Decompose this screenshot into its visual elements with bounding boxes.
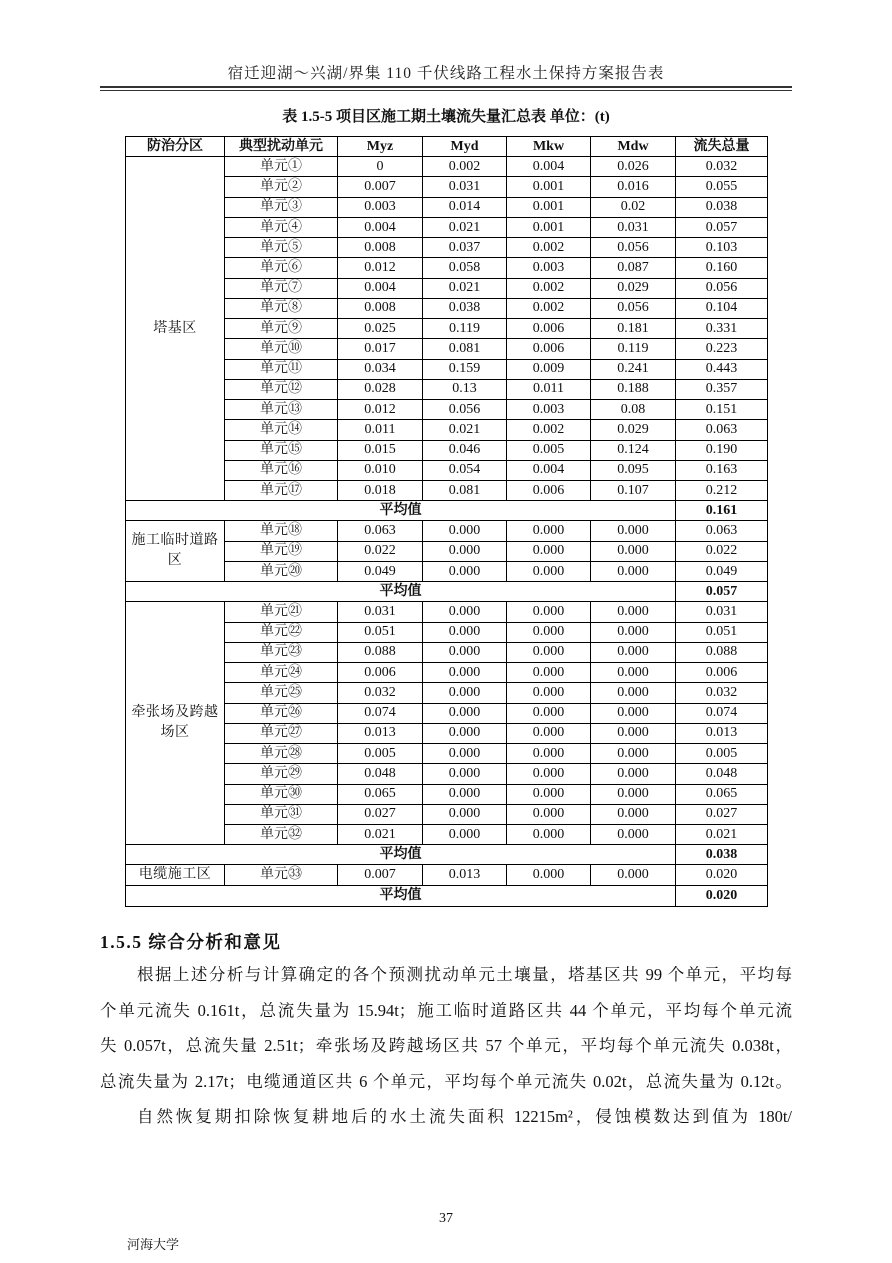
unit-cell: 单元㉑ (225, 602, 338, 622)
mkw-cell: 0.000 (507, 642, 591, 662)
unit-cell: 单元⑤ (225, 238, 338, 258)
myd-cell: 0.058 (423, 258, 507, 278)
total-cell: 0.063 (676, 420, 768, 440)
total-cell: 0.032 (676, 157, 768, 177)
header-mkw: Mkw (507, 137, 591, 157)
unit-cell: 单元㉘ (225, 744, 338, 764)
mdw-cell: 0.000 (591, 602, 676, 622)
unit-cell: 单元㉗ (225, 723, 338, 743)
myd-cell: 0.054 (423, 460, 507, 480)
myz-cell: 0.004 (338, 217, 423, 237)
table-row (126, 521, 768, 541)
mkw-cell: 0.003 (507, 400, 591, 420)
myd-cell: 0.000 (423, 521, 507, 541)
myz-cell: 0.027 (338, 804, 423, 824)
unit-cell: 单元㉛ (225, 804, 338, 824)
header-unit: 典型扰动单元 (225, 137, 338, 157)
unit-cell: 单元⑧ (225, 298, 338, 318)
paragraph-line: 失 0.057t，总流失量 2.51t；牵张场及跨越场区共 57 个单元，平均每个单元流失 0.038t， (100, 1036, 792, 1055)
myz-cell: 0.004 (338, 278, 423, 298)
myd-cell: 0.038 (423, 298, 507, 318)
mkw-cell: 0.009 (507, 359, 591, 379)
myd-cell: 0.000 (423, 744, 507, 764)
total-cell: 0.160 (676, 258, 768, 278)
unit-cell: 单元⑨ (225, 319, 338, 339)
mdw-cell: 0.000 (591, 541, 676, 561)
total-cell: 0.212 (676, 480, 768, 500)
myz-cell: 0.021 (338, 824, 423, 844)
table-row (126, 602, 768, 622)
myz-cell: 0 (338, 157, 423, 177)
total-cell: 0.056 (676, 278, 768, 298)
paragraph-line: 总流失量为 2.17t；电缆通道区共 6 个单元，平均每个单元流失 0.02t，总流失量为 0.12t。 (100, 1071, 792, 1091)
unit-cell: 单元㉚ (225, 784, 338, 804)
myz-cell: 0.005 (338, 744, 423, 764)
mdw-cell: 0.026 (591, 157, 676, 177)
total-cell: 0.163 (676, 460, 768, 480)
total-cell: 0.063 (676, 521, 768, 541)
myz-cell: 0.065 (338, 784, 423, 804)
myd-cell: 0.014 (423, 197, 507, 217)
myd-cell: 0.000 (423, 824, 507, 844)
myz-cell: 0.011 (338, 420, 423, 440)
total-cell: 0.057 (676, 217, 768, 237)
mkw-cell: 0.000 (507, 683, 591, 703)
mkw-cell: 0.000 (507, 663, 591, 683)
myz-cell: 0.031 (338, 602, 423, 622)
total-cell: 0.021 (676, 824, 768, 844)
myz-cell: 0.015 (338, 440, 423, 460)
mkw-cell: 0.011 (507, 379, 591, 399)
mkw-cell: 0.000 (507, 804, 591, 824)
unit-cell: 单元⑯ (225, 460, 338, 480)
total-cell: 0.065 (676, 784, 768, 804)
myd-cell: 0.000 (423, 683, 507, 703)
mkw-cell: 0.003 (507, 258, 591, 278)
myz-cell: 0.007 (338, 865, 423, 886)
unit-cell: 单元⑭ (225, 420, 338, 440)
unit-cell: 单元㉓ (225, 642, 338, 662)
total-cell: 0.048 (676, 764, 768, 784)
myd-cell: 0.021 (423, 278, 507, 298)
myd-cell: 0.021 (423, 420, 507, 440)
myd-cell: 0.031 (423, 177, 507, 197)
average-value-cell: 0.161 (676, 501, 768, 521)
myz-cell: 0.007 (338, 177, 423, 197)
page-number: 37 (439, 1211, 453, 1226)
mkw-cell: 0.004 (507, 460, 591, 480)
myd-cell: 0.000 (423, 602, 507, 622)
unit-cell: 单元⑪ (225, 359, 338, 379)
mkw-cell: 0.006 (507, 319, 591, 339)
myd-cell: 0.000 (423, 622, 507, 642)
myd-cell: 0.000 (423, 703, 507, 723)
myz-cell: 0.017 (338, 339, 423, 359)
zone-name-cell: 施工临时道路区 (126, 521, 225, 582)
unit-cell: 单元⑲ (225, 541, 338, 561)
total-cell: 0.031 (676, 602, 768, 622)
myz-cell: 0.028 (338, 379, 423, 399)
unit-cell: 单元㉜ (225, 824, 338, 844)
table-row (126, 865, 768, 886)
mdw-cell: 0.000 (591, 824, 676, 844)
mdw-cell: 0.119 (591, 339, 676, 359)
zone-name-cell: 电缆施工区 (126, 865, 225, 886)
paragraph-line: 个单元流失 0.161t，总流失量为 15.94t；施工临时道路区共 44 个单元，平均每个单元流 (100, 1000, 792, 1020)
myz-cell: 0.051 (338, 622, 423, 642)
unit-cell: 单元㉝ (225, 865, 338, 886)
unit-cell: 单元⑳ (225, 561, 338, 581)
myd-cell: 0.000 (423, 804, 507, 824)
unit-cell: 单元② (225, 177, 338, 197)
footer-organization: 河海大学 (127, 1237, 180, 1252)
myd-cell: 0.056 (423, 400, 507, 420)
header-myz: Myz (338, 137, 423, 157)
total-cell: 0.022 (676, 541, 768, 561)
mkw-cell: 0.000 (507, 723, 591, 743)
average-row (126, 886, 768, 906)
unit-cell: 单元⑥ (225, 258, 338, 278)
myd-cell: 0.159 (423, 359, 507, 379)
mdw-cell: 0.087 (591, 258, 676, 278)
header-zone: 防治分区 (126, 137, 225, 157)
section-heading: 1.5.5 综合分析和意见 (100, 932, 282, 952)
total-cell: 0.020 (676, 865, 768, 886)
total-cell: 0.074 (676, 703, 768, 723)
unit-cell: 单元㉖ (225, 703, 338, 723)
unit-cell: 单元⑮ (225, 440, 338, 460)
myz-cell: 0.048 (338, 764, 423, 784)
mkw-cell: 0.006 (507, 480, 591, 500)
mdw-cell: 0.000 (591, 865, 676, 886)
table-caption: 表 1.5-5 项目区施工期土壤流失量汇总表 单位：(t) (282, 109, 610, 125)
average-label-cell: 平均值 (126, 845, 676, 865)
header-rule-thin (100, 90, 792, 91)
mdw-cell: 0.000 (591, 521, 676, 541)
mkw-cell: 0.002 (507, 298, 591, 318)
mdw-cell: 0.000 (591, 723, 676, 743)
mdw-cell: 0.000 (591, 744, 676, 764)
average-row (126, 582, 768, 602)
zone-name-cell: 塔基区 (126, 157, 225, 501)
myd-cell: 0.000 (423, 764, 507, 784)
myd-cell: 0.046 (423, 440, 507, 460)
myd-cell: 0.021 (423, 217, 507, 237)
mdw-cell: 0.107 (591, 480, 676, 500)
total-cell: 0.443 (676, 359, 768, 379)
total-cell: 0.088 (676, 642, 768, 662)
total-cell: 0.005 (676, 744, 768, 764)
mkw-cell: 0.000 (507, 865, 591, 886)
table-body (126, 157, 768, 906)
unit-cell: 单元⑱ (225, 521, 338, 541)
mdw-cell: 0.029 (591, 278, 676, 298)
myz-cell: 0.049 (338, 561, 423, 581)
mkw-cell: 0.002 (507, 238, 591, 258)
mdw-cell: 0.241 (591, 359, 676, 379)
average-label-cell: 平均值 (126, 886, 676, 906)
unit-cell: 单元⑬ (225, 400, 338, 420)
myz-cell: 0.074 (338, 703, 423, 723)
mkw-cell: 0.005 (507, 440, 591, 460)
myz-cell: 0.088 (338, 642, 423, 662)
average-label-cell: 平均值 (126, 582, 676, 602)
myd-cell: 0.000 (423, 784, 507, 804)
total-cell: 0.013 (676, 723, 768, 743)
myz-cell: 0.012 (338, 400, 423, 420)
mkw-cell: 0.000 (507, 561, 591, 581)
table-header-row (126, 137, 768, 157)
mdw-cell: 0.056 (591, 238, 676, 258)
myz-cell: 0.034 (338, 359, 423, 379)
myd-cell: 0.000 (423, 642, 507, 662)
mdw-cell: 0.188 (591, 379, 676, 399)
mkw-cell: 0.000 (507, 824, 591, 844)
total-cell: 0.331 (676, 319, 768, 339)
mdw-cell: 0.000 (591, 784, 676, 804)
mkw-cell: 0.000 (507, 744, 591, 764)
myz-cell: 0.006 (338, 663, 423, 683)
unit-cell: 单元⑦ (225, 278, 338, 298)
zone-name-cell: 牵张场及跨越场区 (126, 602, 225, 845)
mkw-cell: 0.000 (507, 521, 591, 541)
header-mdw: Mdw (591, 137, 676, 157)
myd-cell: 0.000 (423, 723, 507, 743)
recovery-paragraph (100, 1099, 792, 1135)
mdw-cell: 0.000 (591, 703, 676, 723)
myz-cell: 0.012 (338, 258, 423, 278)
mkw-cell: 0.001 (507, 177, 591, 197)
mkw-cell: 0.002 (507, 420, 591, 440)
average-label-cell: 平均值 (126, 501, 676, 521)
header-rule-thick (100, 86, 792, 88)
myd-cell: 0.000 (423, 541, 507, 561)
myz-cell: 0.022 (338, 541, 423, 561)
running-header-title: 宿迁迎湖～兴湖/界集 110 千伏线路工程水土保持方案报告表 (227, 65, 665, 82)
total-cell: 0.051 (676, 622, 768, 642)
average-row (126, 845, 768, 865)
total-cell: 0.049 (676, 561, 768, 581)
paragraph-line: 自然恢复期扣除恢复耕地后的水土流失面积 12215m²，侵蚀模数达到值为 180t/ (137, 1107, 792, 1126)
unit-cell: 单元㉔ (225, 663, 338, 683)
mdw-cell: 0.000 (591, 622, 676, 642)
mdw-cell: 0.000 (591, 561, 676, 581)
header-total: 流失总量 (676, 137, 768, 157)
header-myd: Myd (423, 137, 507, 157)
average-value-cell: 0.020 (676, 886, 768, 906)
average-value-cell: 0.038 (676, 845, 768, 865)
analysis-paragraph (100, 957, 792, 1099)
total-cell: 0.006 (676, 663, 768, 683)
mdw-cell: 0.000 (591, 683, 676, 703)
mdw-cell: 0.056 (591, 298, 676, 318)
myd-cell: 0.000 (423, 663, 507, 683)
mkw-cell: 0.000 (507, 703, 591, 723)
mkw-cell: 0.000 (507, 764, 591, 784)
mdw-cell: 0.02 (591, 197, 676, 217)
total-cell: 0.027 (676, 804, 768, 824)
mdw-cell: 0.000 (591, 663, 676, 683)
total-cell: 0.104 (676, 298, 768, 318)
myz-cell: 0.063 (338, 521, 423, 541)
myd-cell: 0.002 (423, 157, 507, 177)
mkw-cell: 0.004 (507, 157, 591, 177)
myz-cell: 0.003 (338, 197, 423, 217)
myz-cell: 0.025 (338, 319, 423, 339)
mdw-cell: 0.124 (591, 440, 676, 460)
mdw-cell: 0.08 (591, 400, 676, 420)
mkw-cell: 0.002 (507, 278, 591, 298)
myd-cell: 0.081 (423, 480, 507, 500)
table-row (126, 157, 768, 177)
unit-cell: 单元㉒ (225, 622, 338, 642)
myz-cell: 0.013 (338, 723, 423, 743)
average-row (126, 501, 768, 521)
total-cell: 0.103 (676, 238, 768, 258)
myz-cell: 0.032 (338, 683, 423, 703)
soil-loss-table (125, 136, 768, 907)
mdw-cell: 0.031 (591, 217, 676, 237)
myd-cell: 0.037 (423, 238, 507, 258)
mkw-cell: 0.000 (507, 602, 591, 622)
myd-cell: 0.013 (423, 865, 507, 886)
myd-cell: 0.13 (423, 379, 507, 399)
total-cell: 0.357 (676, 379, 768, 399)
mkw-cell: 0.006 (507, 339, 591, 359)
mkw-cell: 0.000 (507, 784, 591, 804)
unit-cell: 单元⑩ (225, 339, 338, 359)
total-cell: 0.190 (676, 440, 768, 460)
unit-cell: 单元㉙ (225, 764, 338, 784)
total-cell: 0.032 (676, 683, 768, 703)
mdw-cell: 0.000 (591, 642, 676, 662)
mdw-cell: 0.000 (591, 804, 676, 824)
mkw-cell: 0.000 (507, 622, 591, 642)
total-cell: 0.151 (676, 400, 768, 420)
myd-cell: 0.119 (423, 319, 507, 339)
mdw-cell: 0.029 (591, 420, 676, 440)
myd-cell: 0.000 (423, 561, 507, 581)
paragraph-line: 根据上述分析与计算确定的各个预测扰动单元土壤量，塔基区共 99 个单元，平均每 (137, 965, 792, 984)
unit-cell: 单元③ (225, 197, 338, 217)
mdw-cell: 0.000 (591, 764, 676, 784)
unit-cell: 单元⑫ (225, 379, 338, 399)
total-cell: 0.223 (676, 339, 768, 359)
myz-cell: 0.018 (338, 480, 423, 500)
mdw-cell: 0.181 (591, 319, 676, 339)
mkw-cell: 0.000 (507, 541, 591, 561)
mdw-cell: 0.095 (591, 460, 676, 480)
myd-cell: 0.081 (423, 339, 507, 359)
myz-cell: 0.008 (338, 238, 423, 258)
average-value-cell: 0.057 (676, 582, 768, 602)
mdw-cell: 0.016 (591, 177, 676, 197)
mkw-cell: 0.001 (507, 217, 591, 237)
myz-cell: 0.010 (338, 460, 423, 480)
unit-cell: 单元㉕ (225, 683, 338, 703)
unit-cell: 单元① (225, 157, 338, 177)
mkw-cell: 0.001 (507, 197, 591, 217)
unit-cell: 单元⑰ (225, 480, 338, 500)
total-cell: 0.038 (676, 197, 768, 217)
unit-cell: 单元④ (225, 217, 338, 237)
total-cell: 0.055 (676, 177, 768, 197)
myz-cell: 0.008 (338, 298, 423, 318)
